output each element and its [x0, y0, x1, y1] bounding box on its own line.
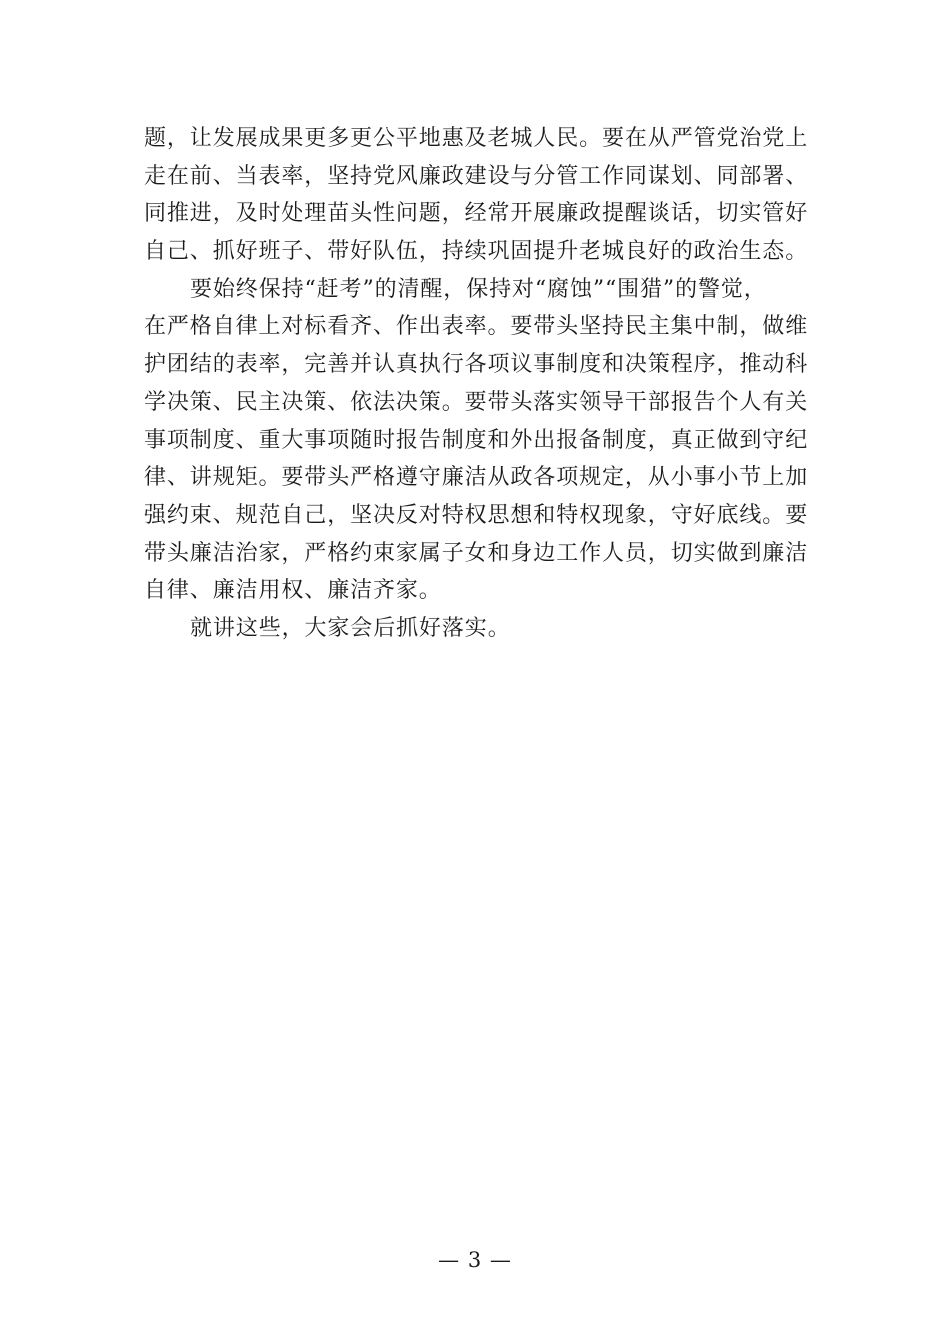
text-line: 自律、廉洁用权、廉洁齐家。	[144, 578, 442, 604]
text-line: 事项制度、重大事项随时报告制度和外出报备制度，真正做到守纪	[144, 427, 809, 453]
text-line: 题，让发展成果更多更公平地惠及老城人民。要在从严管党治党上	[144, 126, 809, 151]
body-text	[144, 120, 814, 648]
text-line: 走在前、当表率，坚持党风廉政建设与分管工作同谋划、同部署、	[144, 163, 809, 189]
text-line: 护团结的表率，完善并认真执行各项议事制度和决策程序，推动科	[144, 352, 809, 378]
text-line: 带头廉洁治家，严格约束家属子女和身边工作人员，切实做到廉洁	[144, 540, 809, 566]
text-line: 自己、抓好班子、带好队伍，持续巩固提升老城良好的政治生态。	[144, 239, 809, 265]
text-line: 在严格自律上对标看齐、作出表率。要带头坚持民主集中制，做维	[144, 314, 809, 340]
paragraph-start-line: 就讲这些，大家会后抓好落实。	[190, 615, 511, 641]
text-line: 律、讲规矩。要带头严格遵守廉洁从政各项规定，从小事小节上加	[144, 465, 809, 491]
text-line: 同推进，及时处理苗头性问题，经常开展廉政提醒谈话，切实管好	[144, 201, 809, 227]
page-number: — 3 —	[438, 1248, 512, 1272]
paragraph-start-line: 要始终保持“赶考”的清醒，保持对“腐蚀”“围猎”的警觉，	[190, 276, 767, 302]
text-line: 学决策、民主决策、依法决策。要带头落实领导干部报告个人有关	[144, 389, 809, 415]
text-line: 强约束、规范自己，坚决反对特权思想和特权现象，守好底线。要	[144, 502, 809, 528]
